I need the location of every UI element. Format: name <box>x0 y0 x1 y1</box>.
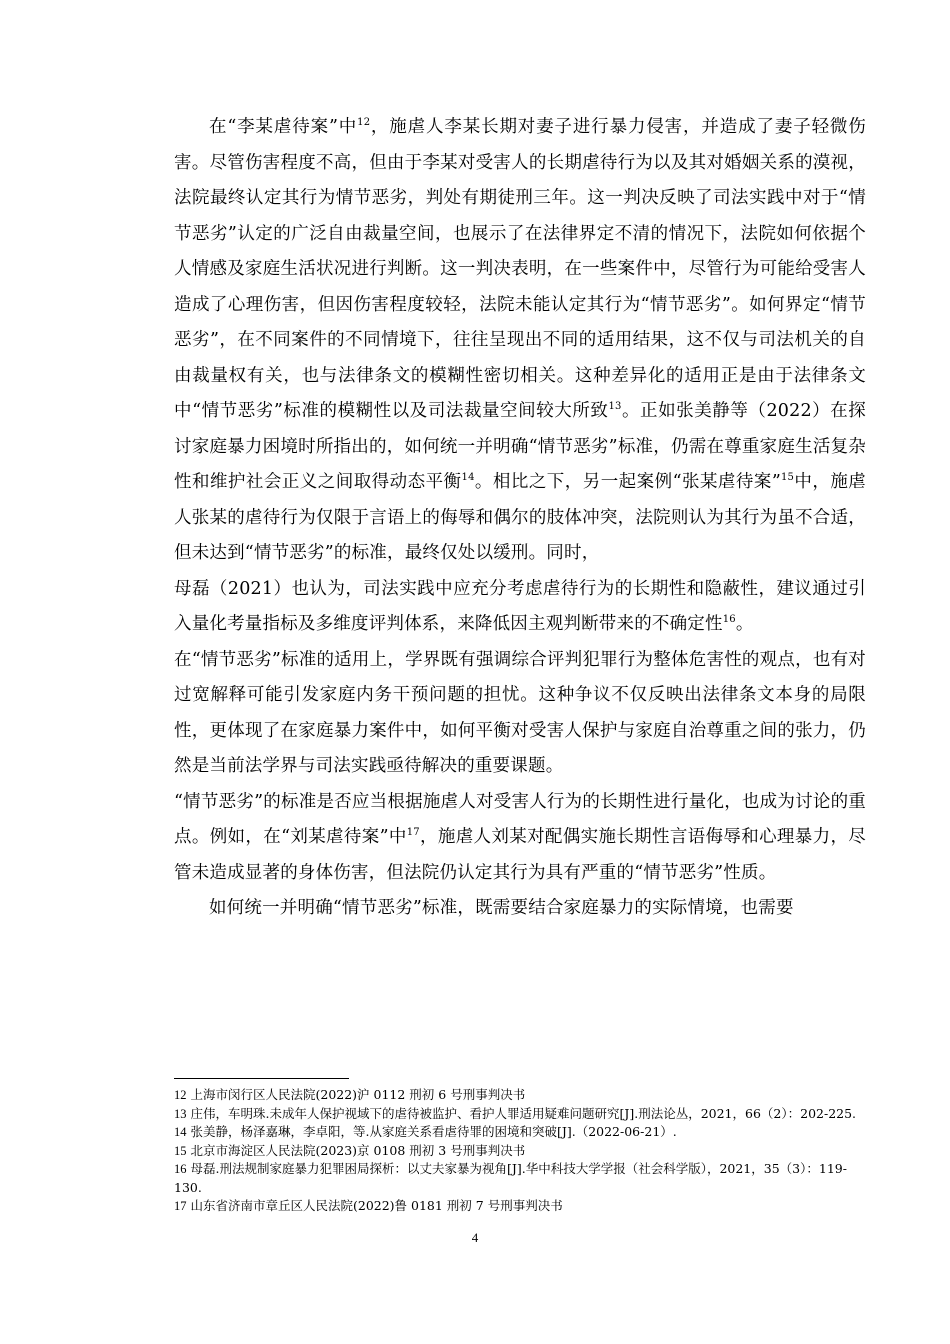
paragraph-5: 如何统一并明确“情节恶劣”标准，既需要结合家庭暴力的实际情境，也需要 <box>209 898 794 918</box>
paragraph-4 <box>174 785 866 892</box>
footnote-17 <box>174 1197 866 1216</box>
footnote-text: 母磊.刑法规制家庭暴力犯罪困局探析：以丈夫家暴为视角[J].华中科技大学学报（社会科学版），2021，35（3）：119-130. <box>174 1161 847 1195</box>
text-run: ，施虐人李某长期对妻子进行暴力侵害，并造成了妻子轻微伤害。尽管伤害程度不高，但由于李某对受害人的长期虐待行为以及其对婚姻关系的漠视，法院最终认定其行为情节恶劣，判处有期徒刑三年。这一判决反映了司法实践中对于“情节恶劣”认定的广泛自由裁量空间，也展示了在法律界定不清的情况下，法院如何依据个人情感及家庭生活状况进行判断。这一判决表明，在一些案件中，尽管行为可能给受害人造成了心理伤害，但因伤害程度较轻，法院未能认定其行为“情节恶劣”。如何界定“情节恶劣”，在不同案件的不同情境下，往往呈现出不同的适用结果，这不仅与司法机关的自由裁量权有关，也与法律条文的模糊性密切相关。这种差异化的适用正是由于法律条文中“情节恶劣”标准的模糊性以及司法裁量空间较大所致 <box>174 117 866 421</box>
footnote-13 <box>174 1105 866 1124</box>
footnote-text: 山东省济南市章丘区人民法院(2022)鲁 0181 刑初 7 号刑事判决书 <box>190 1198 563 1213</box>
footnote-number: 12 <box>174 1088 187 1102</box>
footnote-number: 16 <box>174 1162 187 1176</box>
text-run: 在“李某虐待案”中 <box>209 117 358 137</box>
text-run: “情节恶劣”的标准是否应当根据施虐人对受害人行为的长期性进行量化，也成为讨论的重点。例如，在“刘某虐待案”中 <box>174 791 866 847</box>
footnote-ref-16[interactable]: 16 <box>722 614 736 626</box>
footnote-text: 庄伟，车明珠.未成年人保护视域下的虐待被监护、看护人罪适用疑难问题研究[J].刑法论丛，2021，66（2）：202-225. <box>190 1105 857 1121</box>
paragraph-2 <box>174 572 866 643</box>
footnote-number: 15 <box>174 1143 187 1158</box>
footnote-text: 张美静，杨泽嘉琳，李卓阳，等.从家庭关系看虐待罪的困境和突破[J].（2022-06-21）. <box>190 1124 677 1139</box>
footnote-text: 上海市闵行区人民法院(2022)沪 0112 刑初 6 号刑事判决书 <box>190 1087 526 1102</box>
text-run: 。相比之下，另一起案例“张某虐待案” <box>474 472 781 492</box>
paragraph-3: 在“情节恶劣”标准的适用上，学界既有强调综合评判犯罪行为整体危害性的观点，也有对过宽解释可能引发家庭内务干预问题的担忧。这种争议不仅反映出法律条文本身的局限性，更体现了在家庭暴力案件中，如何平衡对受害人保护与家庭自治尊重之间的张力，仍然是当前法学界与司法实践亟待解决的重要课题。 <box>174 649 866 776</box>
text-run: ，施虐人刘某对配偶实施长期性言语侮辱和心理暴力，尽管未造成显著的身体伤害，但法院仍认定其行为具有严重的“情节恶劣”性质。 <box>174 827 866 883</box>
footnote-ref-13[interactable]: 13 <box>608 401 622 413</box>
text-run: 。正如张美静等（2022）在探讨家庭暴力困境时所指出的，如何统一并明确“情节恶劣”标准，仍需在尊重家庭生活复杂性和维护社会正义之间取得动态平衡 <box>174 401 866 492</box>
text-run: 中，施虐人张某的虐待行为仅限于言语上的侮辱和偶尔的肢体冲突，法院则认为其行为虽不合适，但未达到“情节恶劣”的标准，最终仅处以缓刑。同时， <box>174 472 866 563</box>
body-text <box>174 110 866 927</box>
footnote-number: 17 <box>174 1199 187 1213</box>
footnote-ref-17[interactable]: 17 <box>406 827 420 839</box>
footnote-number: 13 <box>174 1106 187 1121</box>
footnote-16 <box>174 1160 866 1197</box>
text-run: 母磊（2021）也认为，司法实践中应充分考虑虐待行为的长期性和隐蔽性，建议通过引入量化考量指标及多维度评判体系，来降低因主观判断带来的不确定性 <box>174 578 866 634</box>
footnote-ref-14[interactable]: 14 <box>461 472 475 484</box>
footnote-number: 14 <box>174 1125 187 1139</box>
footnote-14 <box>174 1123 866 1142</box>
footnotes <box>174 1086 866 1216</box>
text-run: 。 <box>735 614 754 634</box>
footnote-separator <box>174 1078 349 1079</box>
footnote-ref-15[interactable]: 15 <box>780 472 795 484</box>
footnote-ref-12[interactable]: 12 <box>357 117 371 129</box>
paragraph-1 <box>174 110 866 572</box>
footnote-12 <box>174 1086 866 1105</box>
footnote-15 <box>174 1142 866 1161</box>
footnote-text: 北京市海淀区人民法院(2023)京 0108 刑初 3 号刑事判决书 <box>190 1142 526 1158</box>
page-number: 4 <box>471 1230 479 1245</box>
